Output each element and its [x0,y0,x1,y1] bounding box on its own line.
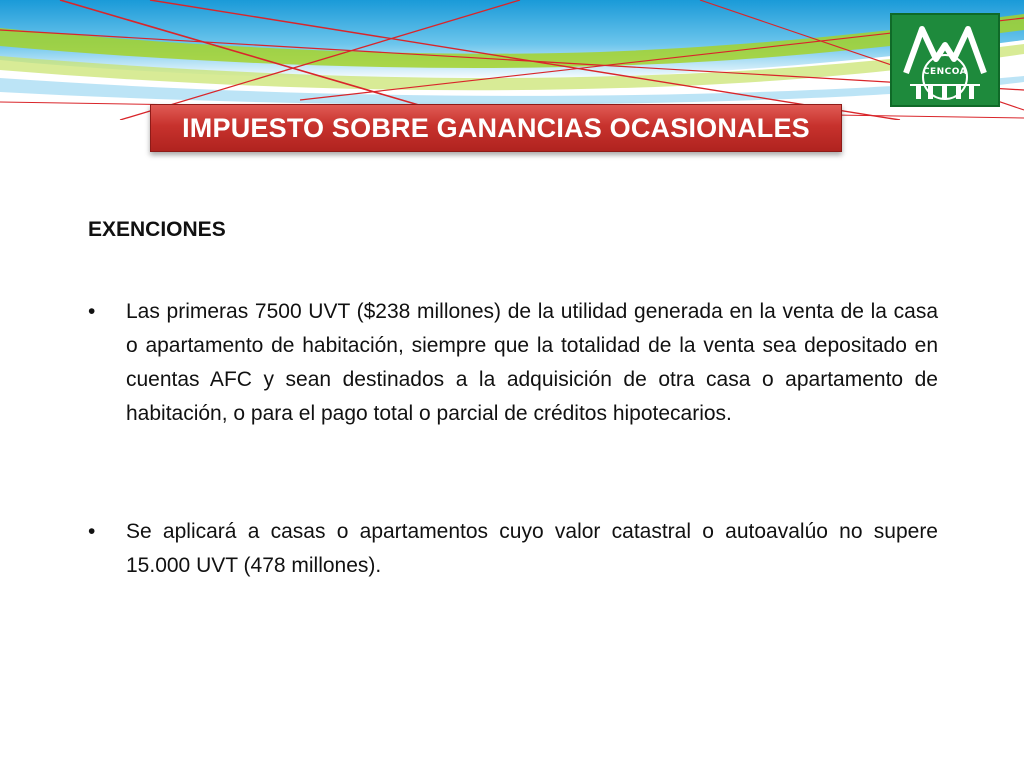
slide-title-box [150,104,842,152]
cencoa-logo-icon [892,15,998,105]
bullet-item-2 [88,515,938,583]
bullet-icon: • [88,520,96,543]
cencoa-logo [890,13,1000,107]
bullet-item-1 [88,295,938,431]
decorative-banner [0,0,1024,120]
slide-title: IMPUESTO SOBRE GANANCIAS OCASIONALES [182,112,810,143]
bullet-icon: • [88,300,96,323]
logo-text: CENCOA [922,67,968,77]
bullet-text-1: Las primeras 7500 UVT ($238 millones) de la utilidad generada en la venta de la casa o apartamento de habitación, siempre que la totalidad de la venta sea depositado en cuentas AFC y sean destinados a la adquisición de otra casa o apartamento de habitación, o para el pago total o parcial de créditos hipotecarios. [126,300,938,425]
bullet-text-2: Se aplicará a casas o apartamentos cuyo valor catastral o autoavalúo no supere 15.000 UVT (478 millones). [126,520,938,577]
section-heading: EXENCIONES [88,218,226,241]
